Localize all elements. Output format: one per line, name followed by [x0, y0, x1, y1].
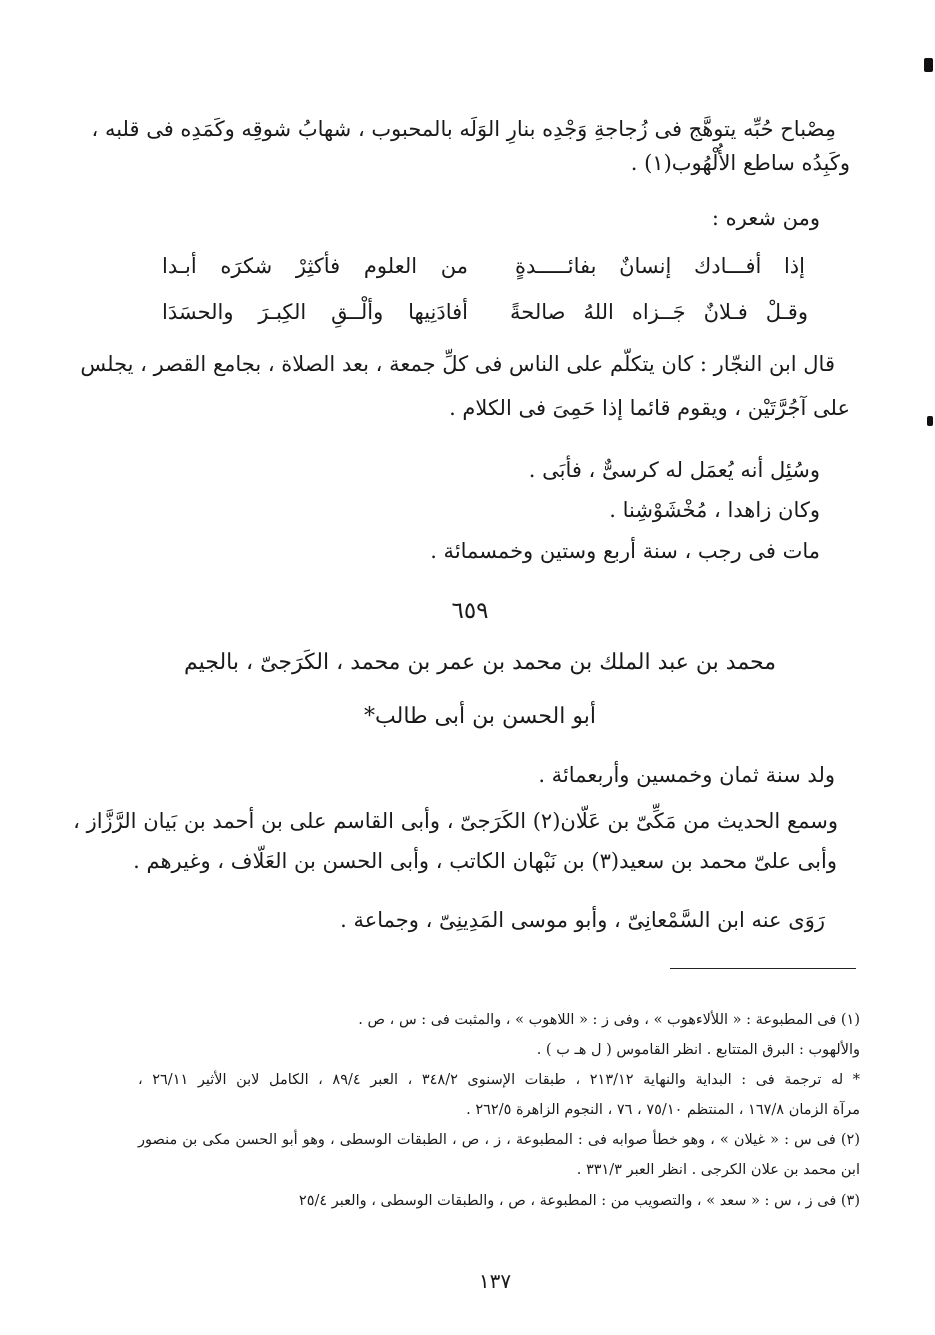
footnote-separator	[670, 968, 856, 969]
page-number: ١٣٧	[478, 1269, 512, 1293]
entry-name: محمد بن عبد الملك بن محمد بن عمر بن محمد ، الكَرَجىّ ، بالجيم	[183, 650, 777, 675]
narration-line-1: قال ابن النجّار : كان يتكلّم على الناس فى كلِّ جمعة ، بعد الصلاة ، بجامع القصر ، يجلس	[80, 352, 835, 376]
entry-kunya: أبو الحسن بن أبى طالب*	[364, 704, 596, 729]
footnote-star-cont: مرآة الزمان ١٦٧/٨ ، المنتظم ٧٥/١٠ ، ٧٦ ، النجوم الزاهرة ٢٦٢/٥ .	[466, 1102, 860, 1118]
verse-1-second-hemistich: من العلوم فأكثِرْ شكرَه أبـدا	[162, 254, 468, 278]
verse-2-second-hemistich: أفادَنِيها وألْــقِ الكِبـرَ والحسَدَا	[162, 300, 468, 324]
intro-line-1: مِصْباح حُبِّه يتوهَّج فى زُجاجةِ وَجْدِه بنارِ الوَلَه بالمحبوب ، شهابُ شوقِه وكَمَدِه فى قلبه ،	[91, 117, 836, 141]
verse-1-first-hemistich: إذا أفـــادك إنسانٌ بفائـــــدةٍ	[515, 254, 805, 278]
scan-mark-top	[924, 58, 933, 72]
footnote-1: (١) فى المطبوعة : « اللألاءهوب » ، وفى ز : « اللاهوب » ، والمثبت فى : س ، ص .	[358, 1012, 860, 1028]
bio-heard-line-2: وأبى علىّ محمد بن سعيد(٣) بن نَبْهان الكاتب ، وأبى الحسن بن العَلّاف ، وغيرهم .	[133, 849, 837, 873]
intro-line-2: وكَبِدُه ساطع الأُلْهُوب(١) .	[630, 151, 850, 175]
scan-mark-middle	[927, 416, 933, 426]
footnote-1-cont: والألهوب : البرق المتتابع . انظر القاموس ( ل هـ ب ) .	[536, 1042, 860, 1058]
entry-number: ٦٥٩	[451, 598, 489, 624]
verse-2-first-hemistich: وقـلْ فـلانٌ جَــزاه اللهُ صالحةً	[510, 300, 808, 324]
footnote-2: (٢) فى س : « غيلان » ، وهو خطأ صوابه فى : المطبوعة ، ز ، ص ، الطبقات الوسطى ، وهو أبو الحسن مكى بن منصور	[138, 1132, 860, 1148]
narration-line-2: على آجُرَّتَيْن ، ويقوم قائما إذا حَمِىَ فى الكلام .	[449, 396, 850, 420]
bio-born: ولد سنة ثمان وخمسين وأربعمائة .	[538, 763, 835, 787]
footnote-3: (٣) فى ز ، س : « سعد » ، والتصويب من : المطبوعة ، ص ، والطبقات الوسطى ، والعبر ٢٥/٤	[298, 1193, 860, 1209]
fact-line-3: مات فى رجب ، سنة أربع وستين وخمسمائة .	[430, 539, 820, 563]
footnote-star: * له ترجمة فى : البداية والنهاية ٢١٣/١٢ ، طبقات الإسنوى ٣٤٨/٢ ، العبر ٨٩/٤ ، الكامل لابن الأثير ٢٦/١١ ،	[138, 1072, 860, 1088]
bio-narrated: رَوَى عنه ابن السَّمْعانِىّ ، وأبو موسى المَدِينِىّ ، وجماعة .	[340, 908, 825, 932]
bio-heard-line-1: وسمع الحديث من مَكِّىّ بن عَلّان(٢) الكَرَجىّ ، وأبى القاسم على بن أحمد بن بَيان الرَّزَّاز ،	[73, 809, 838, 833]
footnote-2-cont: ابن محمد بن علان الكرجى . انظر العبر ٣٣١/٣ .	[576, 1162, 860, 1178]
fact-line-2: وكان زاهدا ، مُخْشَوْشِنا .	[609, 498, 820, 522]
poetry-intro: ومن شعره :	[711, 206, 820, 230]
fact-line-1: وسُئِل أنه يُعمَل له كرسىٌّ ، فأبَى .	[528, 458, 820, 482]
